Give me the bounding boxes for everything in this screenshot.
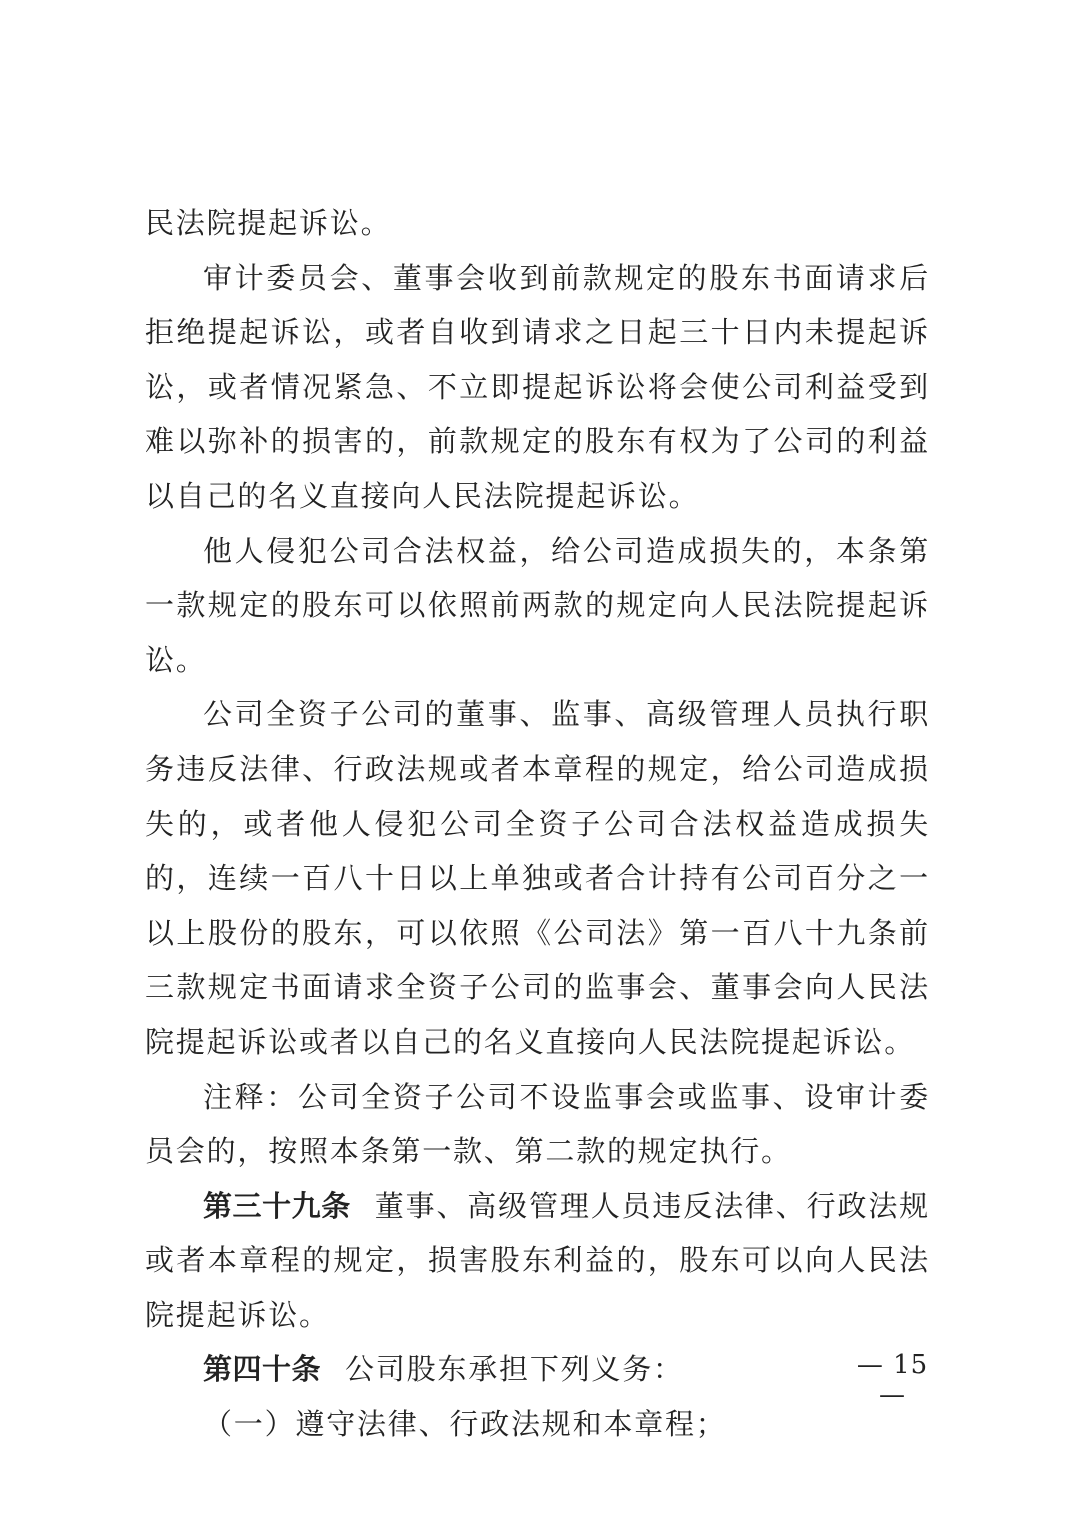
paragraph-audit-committee-refusal: 审计委员会、董事会收到前款规定的股东书面请求后拒绝提起诉讼，或者自收到请求之日起三十日内未提起诉讼，或者情况紧急、不立即提起诉讼将会使公司利益受到难以弥补的损害的，前款规定的股东有权为了公司的利益以自己的名义直接向人民法院提起诉讼。 [145,260,930,513]
paragraph-continuation: 民法院提起诉讼。 [145,206,392,240]
article-40-heading: 第四十条 [203,1352,322,1387]
document-body [145,196,930,1452]
list-item-1: （一）遵守法律、行政法规和本章程； [203,1407,727,1442]
article-39-text: 董事、高级管理人员违反法律、行政法规或者本章程的规定，损害股东利益的，股东可以向人民法院提起诉讼。 [145,1188,930,1332]
article-40 [145,1342,930,1397]
article-39-heading: 第三十九条 [203,1188,351,1223]
paragraph-third-party-infringement: 他人侵犯公司合法权益，给公司造成损失的，本条第一款规定的股东可以依照前两款的规定向人民法院提起诉讼。 [145,533,930,677]
paragraph-wholly-owned-subsidiary: 公司全资子公司的董事、监事、高级管理人员执行职务违反法律、行政法规或者本章程的规定，给公司造成损失的，或者他人侵犯公司全资子公司合法权益造成损失的，连续一百八十日以上单独或者合计持有公司百分之一以上股份的股东，可以依照《公司法》第一百八十九条前三款规定书面请求全资子公司的监事会、董事会向人民法院提起诉讼或者以自己的名义直接向人民法院提起诉讼。 [145,697,930,1059]
article-40-text: 公司股东承担下列义务： [345,1352,684,1387]
page-number: — 15 — [856,1350,929,1410]
article-39 [145,1179,930,1343]
paragraph-note: 注释：公司全资子公司不设监事会或监事、设审计委员会的，按照本条第一款、第二款的规定执行。 [145,1079,930,1169]
